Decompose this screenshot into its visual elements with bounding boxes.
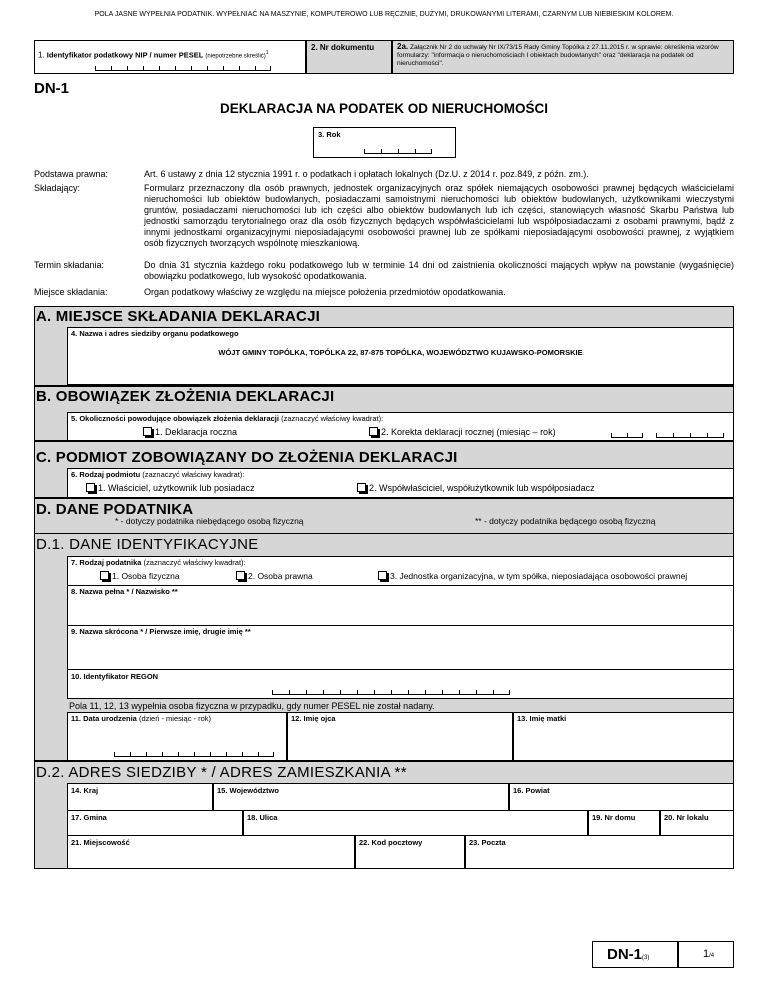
field-15-box[interactable] [213, 783, 509, 811]
field-5-label: 5. Okoliczności powodujące obowiązek złożenia deklaracji [71, 414, 279, 423]
field-1-note: (niepotrzebne skreślić) [205, 53, 266, 60]
field-20-box[interactable] [660, 810, 734, 836]
field-5-note: (zaznaczyć właściwy kwadrat): [281, 414, 384, 423]
field-10-box[interactable] [67, 669, 734, 699]
footer-code-box [592, 941, 678, 968]
nip-pesel-ticks [95, 66, 271, 71]
year-ticks [364, 149, 432, 154]
section-d2 [34, 761, 734, 869]
field-16-label: 16. Powiat [513, 786, 550, 795]
field-2a-text: Załącznik Nr 2 do uchwały Nr IX/73/15 Rady Gminy Topólka z 27.11.2015 r. w sprawie: określenia wzorów formularzy: "informacja o nieruchomościach I obiektach budowlanych" oraz "deklaracja na podatek od nieruchomości". [397, 44, 719, 67]
field-14-label: 14. Kraj [71, 786, 99, 795]
footer-code-sub: (3) [642, 955, 650, 961]
section-b [34, 386, 734, 441]
field-1-box[interactable] [34, 40, 306, 74]
section-d2-title: D.2. ADRES SIEDZIBY * / ADRES ZAMIESZKANIA ** [36, 764, 407, 781]
checkbox-co-owner[interactable] [357, 483, 366, 492]
field-23-label: 23. Poczta [469, 838, 506, 847]
info-row-place: Miejsce składania: Organ podatkowy właściwy ze względu na miejsce położenia przedmiotów opodatkowania. [34, 287, 506, 297]
correction-year-ticks[interactable] [656, 433, 724, 438]
field-8-box[interactable] [67, 585, 734, 626]
footer-page-box [678, 941, 734, 968]
form-title: DEKLARACJA NA PODATEK OD NIERUCHOMOŚCI [219, 101, 548, 116]
option-co-owner-label: 2. Współwłaściciel, współużytkownik lub współposiadacz [369, 483, 595, 493]
field-6-box [67, 468, 734, 498]
field-6-note: (zaznaczyć właściwy kwadrat): [142, 470, 245, 479]
field-4-label: 4. Nazwa i adres siedziby organu podatkowego [71, 329, 239, 338]
regon-ticks [272, 690, 510, 695]
section-d1-title: D.1. DANE IDENTYFIKACYJNE [36, 536, 259, 553]
field-10-label: 10. Identyfikator REGON [71, 672, 159, 681]
footer-code: DN-1 [607, 946, 643, 963]
section-d1 [34, 533, 734, 761]
field-19-label: 19. Nr domu [592, 813, 636, 822]
field-11-label: 11. Data urodzenia [71, 714, 137, 723]
field-4-value: WÓJT GMINY TOPÓLKA, TOPÓLKA 22, 87-875 TOPÓLKA, WOJEWÓDZTWO KUJAWSKO-POMORSKIE [218, 348, 583, 357]
info-row-legal-basis: Podstawa prawna: Art. 6 ustawy z dnia 12 stycznia 1991 r. o podatkach i opłatach lokalnych (Dz.U. z 2014 r. poz.849, z późn. zm.). [34, 169, 589, 179]
field-12-box[interactable] [287, 712, 513, 761]
field-1-sup: 1 [265, 50, 269, 56]
field-23-box[interactable] [465, 835, 734, 869]
option-legal-person-label: 2. Osoba prawna [248, 571, 313, 581]
field-3-label: 3. Rok [318, 130, 341, 139]
section-d [34, 498, 734, 534]
field-16-box[interactable] [509, 783, 734, 811]
checkbox-correction[interactable] [369, 427, 378, 436]
field-18-box[interactable] [243, 810, 588, 836]
option-annual-label: 1. Deklaracja roczna [155, 427, 238, 437]
note-natural-person: ** - dotyczy podatnika będącego osobą fizyczną [475, 516, 656, 526]
field-4-box[interactable] [67, 327, 734, 385]
section-a-title: A. MIEJSCE SKŁADANIA DEKLARACJI [36, 308, 321, 325]
field-21-label: 21. Miejscowość [71, 838, 130, 847]
field-2-box [306, 40, 392, 74]
section-a [34, 306, 734, 386]
footer-page-total: /4 [709, 953, 715, 959]
form-code: DN-1 [34, 80, 70, 97]
field-9-label: 9. Nazwa skrócona * / Pierwsze imię, drugie imię ** [71, 627, 251, 636]
correction-month-ticks[interactable] [611, 433, 643, 438]
field-2a-num: 2a. [397, 42, 409, 51]
field-18-label: 18. Ulica [247, 813, 278, 822]
field-7-note: (zaznaczyć właściwy kwadrat): [143, 558, 246, 567]
field-3-year-box[interactable] [313, 127, 456, 158]
field-2-label: 2. Nr dokumentu [311, 43, 375, 52]
field-17-box[interactable] [67, 810, 243, 836]
field-21-box[interactable] [67, 835, 355, 869]
field-7-label: 7. Rodzaj podatnika [71, 558, 142, 567]
field-1-num: 1. [38, 50, 45, 60]
top-note: POLA JASNE WYPEŁNIA PODATNIK. WYPEŁNIAĆ NA MASZYNIE, KOMPUTEROWO LUB RĘCZNIE, DUŻYMI, DRUKOWANYMI LITERAMI, CZARNYM LUB NIEBIESKIM KOLOREM. [94, 11, 674, 18]
birthdate-ticks [114, 752, 274, 757]
info-row-deadline: Termin składania: Do dnia 31 stycznia każdego roku podatkowego lub w terminie 14 dni od zaistnienia okoliczności mających wpływ na powstanie (wygaśnięcie) obowiązku podatkowego, lub wysokość opodatkowania. [34, 260, 734, 281]
field-1-label: Identyfikator podatkowy NIP / numer PESEL [46, 50, 204, 60]
option-organizational-unit-label: 3. Jednostka organizacyjna, w tym spółka, nieposiadająca osobowości prawnej [390, 571, 688, 581]
note-legal-entity: * - dotyczy podatnika niebędącego osobą fizyczną [115, 516, 304, 526]
field-12-label: 12. Imię ojca [291, 714, 336, 723]
checkbox-organizational-unit[interactable] [378, 571, 387, 580]
field-14-box[interactable] [67, 783, 213, 811]
field-11-box[interactable] [67, 712, 287, 761]
field-22-box[interactable] [355, 835, 465, 869]
section-b-title: B. OBOWIĄZEK ZŁOŻENIA DEKLARACJI [36, 388, 335, 405]
field-13-label: 13. Imię matki [517, 714, 567, 723]
option-correction-label: 2. Korekta deklaracji rocznej (miesiąc – rok) [381, 427, 556, 437]
field-17-label: 17. Gmina [71, 813, 107, 822]
checkbox-owner[interactable] [86, 483, 95, 492]
field-19-box[interactable] [588, 810, 660, 836]
field-7-box [67, 556, 734, 586]
field-8-label: 8. Nazwa pełna * / Nazwisko ** [71, 587, 178, 596]
checkbox-legal-person[interactable] [236, 571, 245, 580]
footer-page: 1 [703, 948, 710, 960]
info-row-submitter: Składający: Formularz przeznaczony dla osób prawnych, jednostek organizacyjnych oraz spółek niemających osobowości prawnej będących właścicielami nieruchomości lub obiektów budowlanych, posiadaczami samoistnymi nieruchomości lub obiektów budowlanych, użytkownikami wieczystymi gruntów, posiadaczami nieruchomości lub ich części albo obiektów budowlanych lub ich części, stanowiących własność Skarbu Państwa lub jednostki samorządu terytorialnego oraz dla osób fizycznych będących współwłaścicielami lub współposiadaczami z osobami prawnymi, bądź z innymi jednostkami organizacyjnymi nieposiadającymi osobowości prawnej lub ze spółkami nieposiadającymi osobowości prawnej, z wyjątkiem osób fizycznych tworzących wspólnotę mieszkaniową. [34, 183, 734, 248]
section-c [34, 441, 734, 498]
field-2a-box [392, 40, 734, 74]
field-6-label: 6. Rodzaj podmiotu [71, 470, 141, 479]
checkbox-annual[interactable] [143, 427, 152, 436]
option-natural-person-label: 1. Osoba fizyczna [112, 571, 180, 581]
field-20-label: 20. Nr lokalu [664, 813, 709, 822]
field-11-note: (dzień - miesiąc - rok) [138, 714, 212, 723]
section-c-title: C. PODMIOT ZOBOWIĄZANY DO ZŁOŻENIA DEKLARACJI [36, 449, 458, 466]
option-owner-label: 1. Właściciel, użytkownik lub posiadacz [98, 483, 255, 493]
field-15-label: 15. Województwo [217, 786, 279, 795]
checkbox-natural-person[interactable] [100, 571, 109, 580]
section-d-title: D. DANE PODATNIKA [36, 501, 194, 518]
field-22-label: 22. Kod pocztowy [359, 838, 423, 847]
field-9-box[interactable] [67, 625, 734, 670]
field-5-box [67, 412, 734, 441]
field-13-box[interactable] [513, 712, 734, 761]
fields-11-13-note: Pola 11, 12, 13 wypełnia osoba fizyczna w przypadku, gdy numer PESEL nie został nadany. [69, 701, 435, 711]
